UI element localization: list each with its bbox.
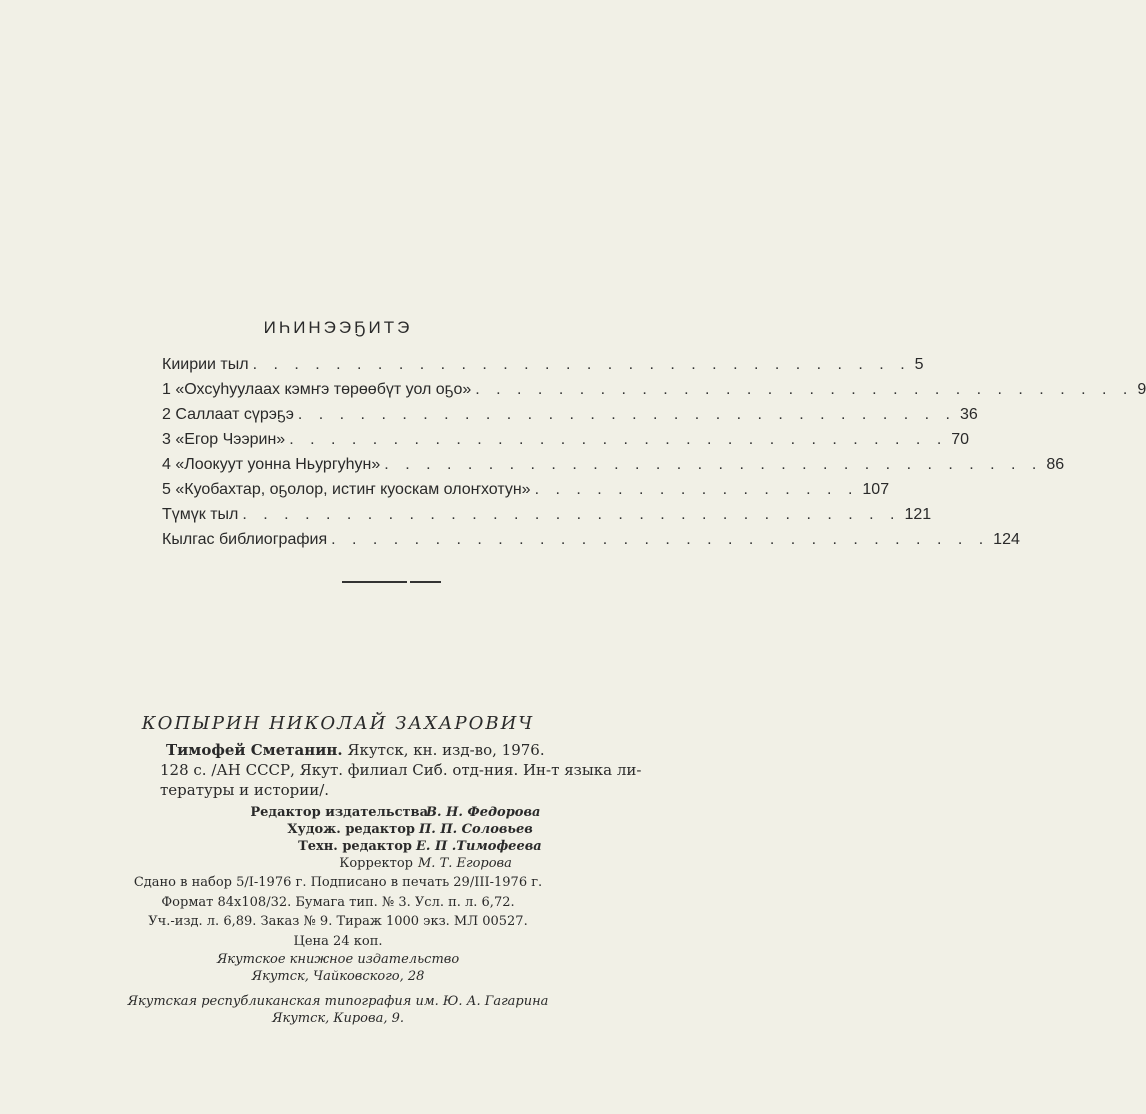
- table-of-contents: [162, 356, 1146, 556]
- toc-entry-title: Кылгас библиография: [162, 531, 328, 548]
- publisher-info: [0, 951, 676, 985]
- staff-name: Е. П .Тимофеева: [416, 839, 542, 854]
- toc-entry-page: 86: [1046, 456, 1065, 473]
- toc-entry: [162, 431, 970, 456]
- toc-entry-title: 4 «Лоокуут уонна Ньургуһун»: [162, 456, 381, 473]
- printer-name: Якутская республиканская типография им. Ю. А. Гагарина: [127, 994, 549, 1009]
- staff-role: Худож. редактор: [287, 822, 415, 837]
- staff-role: Техн. редактор: [298, 839, 412, 854]
- toc-entry-title: Киирии тыл: [162, 356, 249, 373]
- toc-leader-dots: . . . . . . . . . . . . . . . . . . . . . . . . . . . . . . . .: [384, 456, 1043, 473]
- toc-entry-title: 1 «Охсуһуулаах кэмҥэ төрөөбүт уол оҕо»: [162, 381, 472, 398]
- biblio-publication: Якутск, кн. изд-во, 1976.: [342, 741, 545, 759]
- printer-info: [0, 993, 676, 1027]
- author-name: КОПЫРИН НИКОЛАЙ ЗАХАРОВИЧ: [141, 713, 535, 734]
- toc-entry: [162, 506, 932, 531]
- toc-leader-dots: . . . . . . . . . . . . . . . . . . . . . . . . . . . . . . . .: [331, 531, 990, 548]
- toc-leader-dots: . . . . . . . . . . . . . . . . . . . . . . . . . . . . . . . .: [297, 406, 956, 423]
- divider-rule: [410, 581, 441, 583]
- price-line: Цена 24 коп.: [293, 933, 383, 949]
- toc-entry: [162, 481, 890, 506]
- toc-entry-page: 70: [951, 431, 970, 448]
- staff-role: Редактор издательства: [250, 805, 428, 820]
- toc-leader-dots: . . . . . . . . . . . . . . . . . . . . . . . . . . . . . . . .: [242, 506, 901, 523]
- toc-leader-dots: . . . . . . . . . . . . . . . . . . . . . . . . . . . . . . . .: [475, 381, 1134, 398]
- editorial-staff: [0, 804, 676, 872]
- staff-row: [0, 838, 676, 855]
- toc-entry-page: 124: [993, 531, 1020, 548]
- print-detail-line: Уч.-изд. л. 6,89. Заказ № 9. Тираж 1000 экз. МЛ 00527.: [148, 914, 528, 929]
- staff-row: [0, 804, 676, 821]
- print-detail-line: Формат 84х108/32. Бумага тип. № 3. Усл. п. л. 6,72.: [161, 894, 515, 910]
- toc-entry-page: 107: [862, 481, 890, 498]
- toc-entry-page: 36: [959, 406, 978, 423]
- toc-leader-dots: . . . . . . . . . . . . . . . . . . . . . . . . . . . . . . . .: [289, 431, 948, 448]
- toc-entry-page: 121: [904, 506, 932, 523]
- toc-entry-title: 2 Саллаат сүрэҕэ: [162, 406, 294, 423]
- staff-row: [0, 855, 676, 872]
- toc-leader-dots: . . . . . . . . . . . . . . . .: [534, 481, 859, 498]
- book-title: Тимофей Сметанин.: [166, 741, 343, 759]
- toc-entry: [162, 356, 924, 381]
- publisher-address: Якутск, Чайковского, 28: [251, 969, 425, 984]
- publisher-name: Якутское книжное издательство: [216, 952, 460, 967]
- biblio-line: [166, 740, 660, 760]
- toc-entry: [162, 406, 978, 431]
- staff-role: Корректор: [339, 856, 413, 871]
- toc-entry-title: 3 «Егор Чээрин»: [162, 431, 286, 448]
- bibliographic-record: [160, 740, 660, 800]
- print-detail-line: Сдано в набор 5/I-1976 г. Подписано в печать 29/III-1976 г.: [133, 875, 543, 890]
- staff-name: В. Н. Федорова: [426, 805, 541, 820]
- toc-entry-page: 9: [1137, 381, 1146, 398]
- toc-entry: [162, 531, 1020, 556]
- biblio-line: 128 с. /АН СССР, Якут. филиал Сиб. отд-ния. Ин-т языка ли-: [160, 761, 642, 779]
- staff-name: П. П. Соловьев: [419, 822, 533, 837]
- biblio-line: тературы и истории/.: [160, 781, 330, 799]
- toc-leader-dots: . . . . . . . . . . . . . . . . . . . . . . . . . . . . . . . .: [252, 356, 911, 373]
- toc-entry-page: 5: [914, 356, 924, 373]
- contents-heading: ИҺИНЭЭҔИТЭ: [263, 318, 413, 337]
- toc-entry-title: 5 «Куобахтар, оҕолор, истиҥ куоскам олоҥхотун»: [162, 481, 531, 498]
- toc-entry-title: Түмүк тыл: [162, 506, 239, 523]
- toc-entry: [162, 456, 1065, 481]
- staff-row: [0, 821, 676, 838]
- toc-entry: [162, 381, 1146, 406]
- printer-address: Якутск, Кирова, 9.: [271, 1011, 404, 1026]
- staff-name: М. Т. Егорова: [418, 856, 512, 871]
- divider-rule: [342, 581, 407, 583]
- print-details: [0, 873, 676, 951]
